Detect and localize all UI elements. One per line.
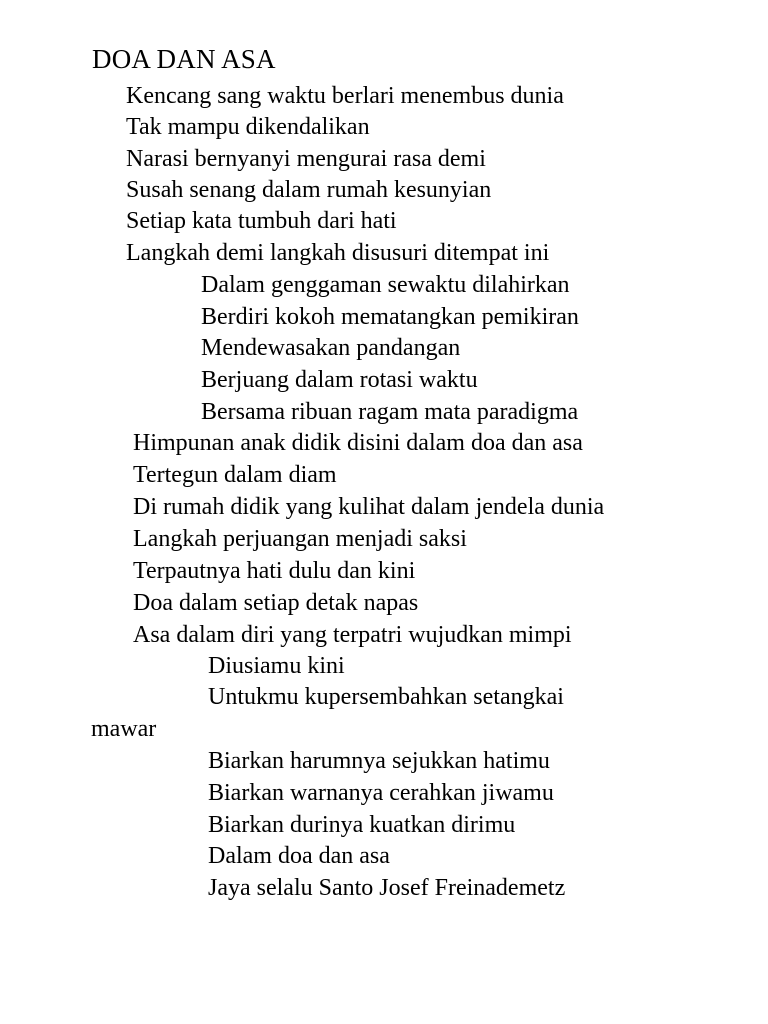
poem-line: Biarkan durinya kuatkan dirimu [208,812,516,838]
poem-line: Bersama ribuan ragam mata paradigma [201,399,579,425]
poem-line: Setiap kata tumbuh dari hati [126,208,397,234]
poem-line: Langkah demi langkah disusuri ditempat ini [126,240,550,266]
poem-line-wrapped: mawar [91,716,157,742]
poem-line: Berjuang dalam rotasi waktu [201,367,478,393]
poem-line: Langkah perjuangan menjadi saksi [133,526,467,552]
poem-line: Narasi bernyanyi mengurai rasa demi [126,146,486,172]
poem-line: Himpunan anak didik disini dalam doa dan asa [133,430,583,456]
poem-line: Kencang sang waktu berlari menembus dunia [126,83,564,109]
poem-line: Diusiamu kini [208,653,345,679]
poem-line: Mendewasakan pandangan [201,335,461,361]
poem-line: Terpautnya hati dulu dan kini [133,558,416,584]
poem-line: Asa dalam diri yang terpatri wujudkan mimpi [133,622,572,648]
poem-line: Untukmu kupersembahkan setangkai [208,684,564,710]
poem-line: Di rumah didik yang kulihat dalam jendela dunia [133,494,605,520]
poem-line: Dalam doa dan asa [208,843,390,869]
poem-line: Biarkan warnanya cerahkan jiwamu [208,780,554,806]
poem-line: Susah senang dalam rumah kesunyian [126,177,492,203]
poem-line: Jaya selalu Santo Josef Freinademetz [208,875,566,901]
poem-line: Dalam genggaman sewaktu dilahirkan [201,272,570,298]
poem-line: Doa dalam setiap detak napas [133,590,419,616]
poem-line: Tak mampu dikendalikan [126,114,370,140]
poem-title: DOA DAN ASA [92,44,276,74]
poem-line: Biarkan harumnya sejukkan hatimu [208,748,550,774]
poem-line: Tertegun dalam diam [133,462,337,488]
poem-line: Berdiri kokoh mematangkan pemikiran [201,304,579,330]
